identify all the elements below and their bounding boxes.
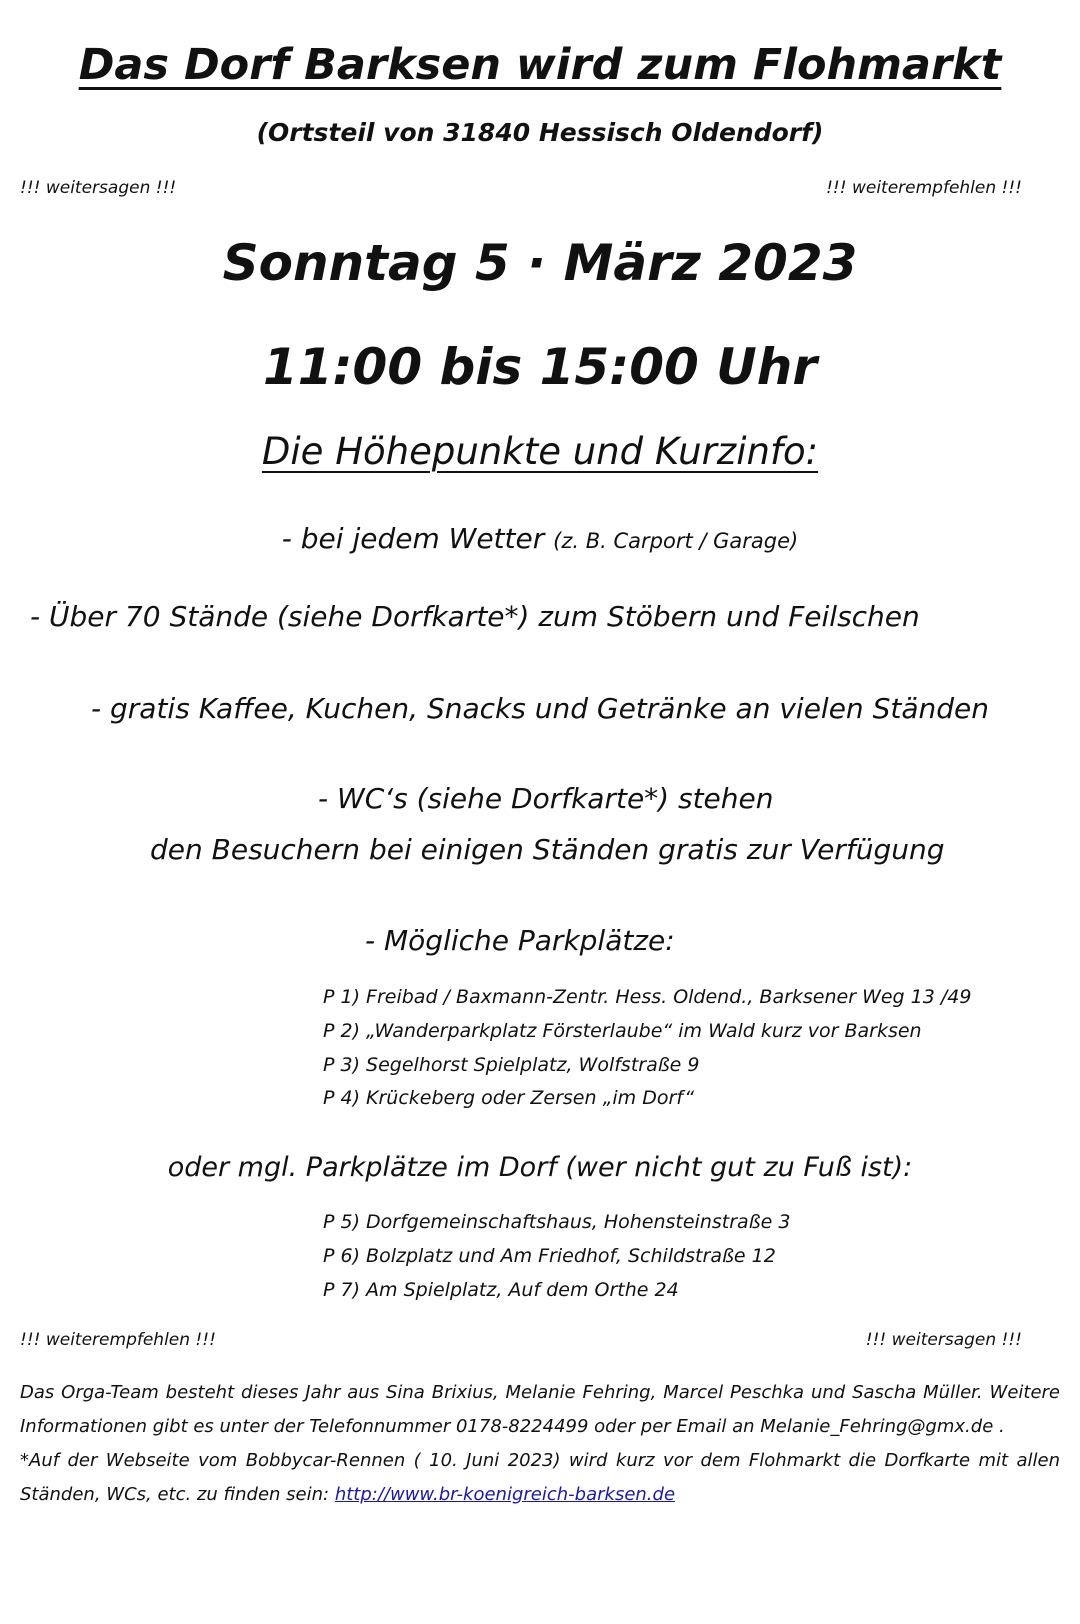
parking-item-p1: P 1) Freibad / Baxmann-Zentr. Hess. Oldend., Barksener Weg 13 /49 bbox=[323, 986, 972, 1008]
highlights-heading: Die Höhepunkte und Kurzinfo: bbox=[261, 430, 819, 473]
parking-item-p3: P 3) Segelhorst Spielplatz, Wolfstraße 9 bbox=[323, 1054, 700, 1076]
footer-website-text: *Auf der Webseite vom Bobbycar-Rennen ( 10. Juni 2023) wird kurz vor dem Flohmarkt die Dorfkarte mit allen Ständen, WCs, etc. zu finden sein: bbox=[20, 1450, 1060, 1505]
highlight-weather-text: - bei jedem Wetter bbox=[281, 522, 554, 555]
footer-website-paragraph bbox=[20, 1444, 1060, 1512]
event-time: 11:00 bis 15:00 Uhr bbox=[262, 338, 818, 396]
parking-item-p2: P 2) „Wanderparkplatz Försterlaube“ im Wald kurz vor Barksen bbox=[323, 1020, 922, 1042]
parking-item-p7: P 7) Am Spielplatz, Auf dem Orthe 24 bbox=[323, 1279, 679, 1301]
flyer-title: Das Dorf Barksen wird zum Flohmarkt bbox=[78, 40, 1002, 90]
highlight-weather bbox=[0, 522, 1080, 555]
parking-item-p6: P 6) Bolzplatz und Am Friedhof, Schildstraße 12 bbox=[323, 1245, 776, 1267]
footer-info bbox=[20, 1376, 1060, 1512]
parking-heading: - Mögliche Parkplätze: bbox=[365, 924, 675, 957]
website-link[interactable]: http://www.br-koenigreich-barksen.de bbox=[334, 1484, 676, 1505]
highlight-food: - gratis Kaffee, Kuchen, Snacks und Getränke an vielen Ständen bbox=[91, 692, 989, 725]
bottom-left-note: !!! weiterempfehlen !!! bbox=[20, 1330, 216, 1350]
flyer-subtitle: (Ortsteil von 31840 Hessisch Oldendorf) bbox=[256, 118, 824, 147]
event-date: Sonntag 5 · März 2023 bbox=[222, 234, 858, 292]
highlight-stands: - Über 70 Stände (siehe Dorfkarte*) zum Stöbern und Feilschen bbox=[30, 600, 920, 633]
highlight-weather-note: (z. B. Carport / Garage) bbox=[553, 529, 799, 553]
parking-item-p5: P 5) Dorfgemeinschaftshaus, Hohensteinstraße 3 bbox=[323, 1211, 791, 1233]
footer-team-text: Das Orga-Team besteht dieses Jahr aus Sina Brixius, Melanie Fehring, Marcel Peschka und Sascha Müller. Weitere Informationen gibt es unter der Telefonnummer 0178-8224499 oder per Email an Melanie_Fehring@gmx.de . bbox=[20, 1382, 1060, 1437]
parking-item-p4: P 4) Krückeberg oder Zersen „im Dorf“ bbox=[323, 1087, 695, 1109]
highlight-wc-line2: den Besuchern bei einigen Ständen gratis zur Verfügung bbox=[150, 833, 945, 866]
top-right-note: !!! weiterempfehlen !!! bbox=[826, 178, 1022, 198]
parking-village-heading: oder mgl. Parkplätze im Dorf (wer nicht gut zu Fuß ist): bbox=[167, 1152, 913, 1183]
highlight-wc-line1: - WC‘s (siehe Dorfkarte*) stehen bbox=[318, 782, 774, 815]
bottom-right-note: !!! weitersagen !!! bbox=[865, 1330, 1022, 1350]
top-left-note: !!! weitersagen !!! bbox=[20, 178, 177, 198]
